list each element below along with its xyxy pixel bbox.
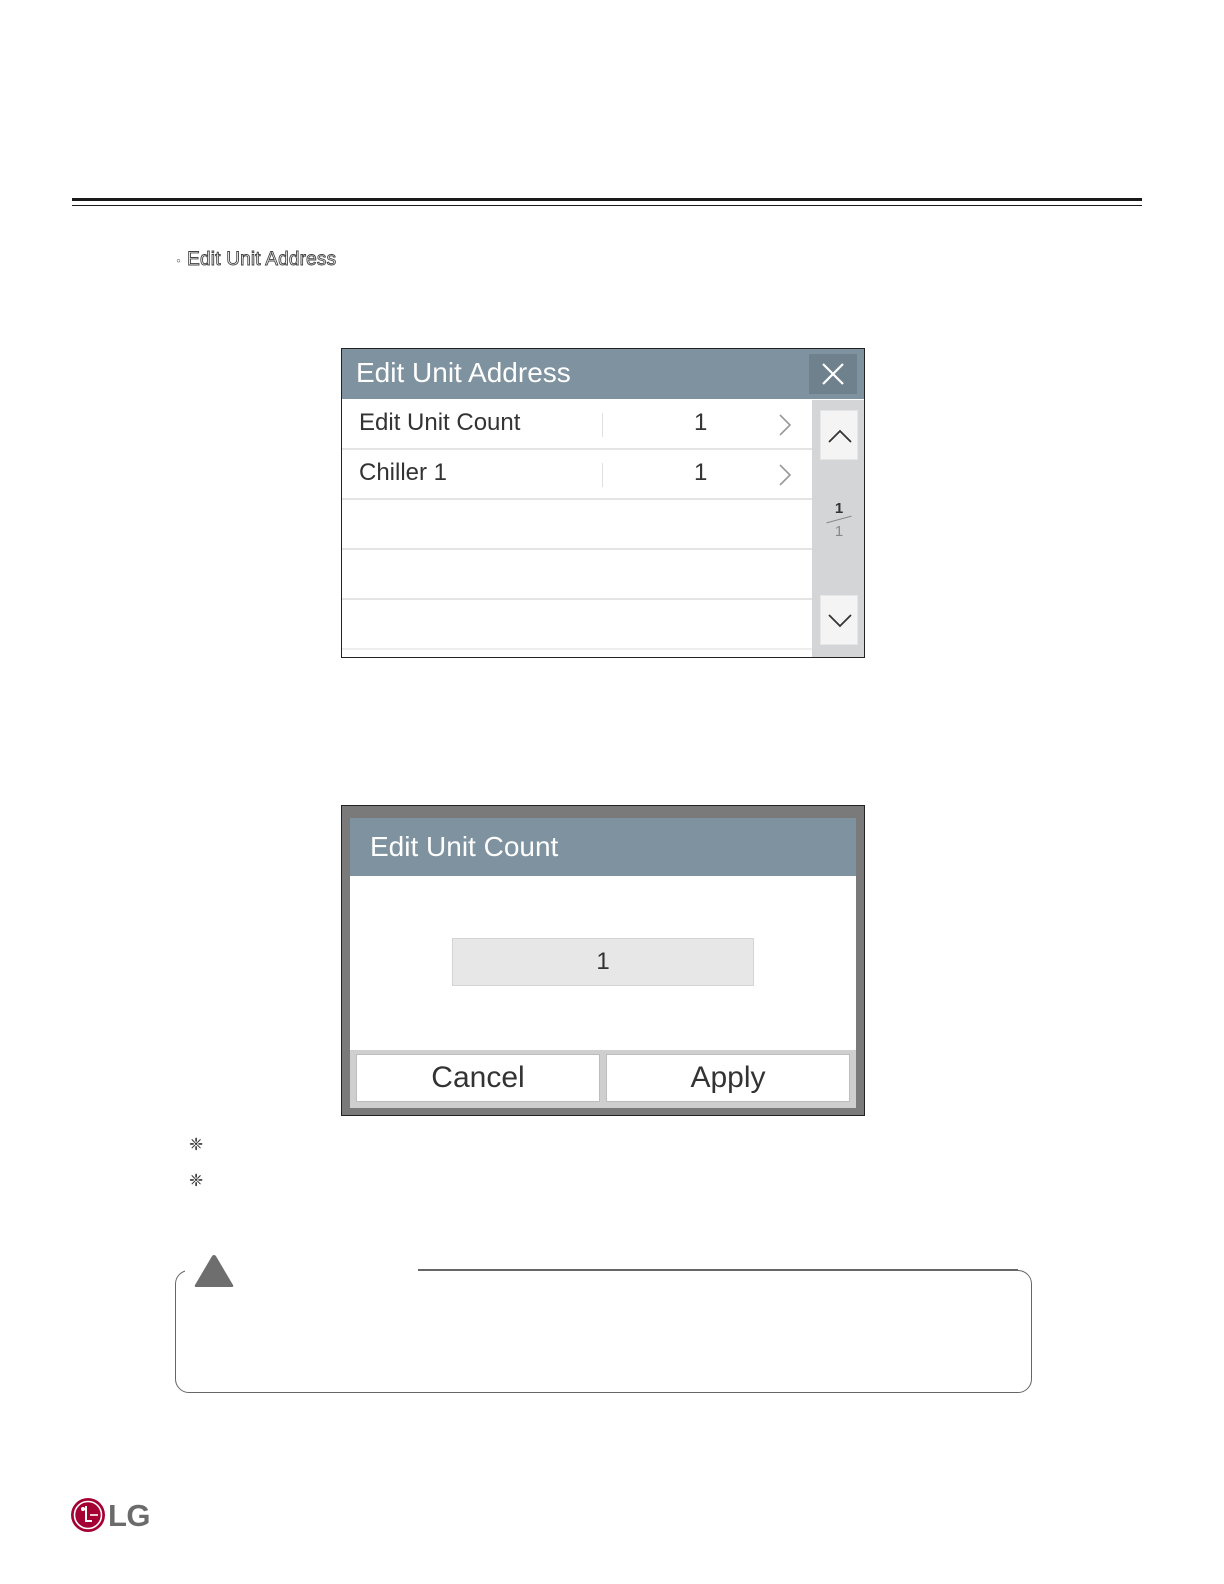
header-rule-thick (72, 198, 1142, 201)
note-mark: ❈ (189, 1171, 204, 1190)
note-mark: ❈ (189, 1135, 204, 1154)
caution-box (175, 1270, 1032, 1393)
row-divider (602, 413, 603, 437)
apply-button[interactable]: Apply (606, 1054, 850, 1102)
warning-triangle-icon (193, 1253, 235, 1289)
lg-logo-text: LG (108, 1498, 151, 1533)
page-indicator (812, 500, 865, 540)
list-item-empty (342, 600, 812, 650)
header-rule-thin (72, 205, 1142, 206)
unit-list (342, 400, 812, 650)
row-divider (602, 463, 603, 487)
chevron-right-icon (778, 463, 792, 487)
scroll-down-button[interactable] (820, 595, 858, 645)
chevron-up-icon (828, 429, 852, 443)
lg-logo-icon (70, 1497, 106, 1533)
dialog-header (342, 349, 864, 399)
dialog-header (350, 818, 856, 876)
chevron-down-icon (828, 614, 852, 628)
section-heading (176, 249, 336, 271)
list-item-empty (342, 500, 812, 550)
caution-top-rule (418, 1269, 1018, 1270)
chevron-right-icon (778, 413, 792, 437)
page-current: 1 (834, 500, 844, 517)
dialog-panel (350, 818, 856, 1108)
dialog-footer (350, 1050, 856, 1108)
list-item-edit-unit-count[interactable] (342, 400, 812, 450)
section-heading-text: Edit Unit Address (187, 249, 337, 270)
list-item-empty (342, 550, 812, 600)
list-item-chiller-1[interactable] (342, 450, 812, 500)
list-item-label: Edit Unit Count (359, 409, 521, 436)
page-total: 1 (834, 523, 844, 540)
scroll-panel (812, 400, 865, 658)
edit-unit-address-screen (341, 348, 865, 658)
dialog-title: Edit Unit Address (356, 357, 571, 388)
close-icon (821, 362, 845, 386)
heading-bullet: ◦ (176, 252, 182, 268)
dialog-title: Edit Unit Count (370, 831, 559, 862)
list-item-value: 1 (694, 459, 708, 486)
unit-count-input[interactable]: 1 (452, 938, 754, 986)
cancel-button[interactable]: Cancel (356, 1054, 600, 1102)
edit-unit-count-screen (341, 805, 865, 1116)
list-item-label: Chiller 1 (359, 459, 448, 486)
scroll-up-button[interactable] (820, 410, 858, 460)
close-button[interactable] (809, 354, 857, 394)
list-item-value: 1 (694, 409, 708, 436)
